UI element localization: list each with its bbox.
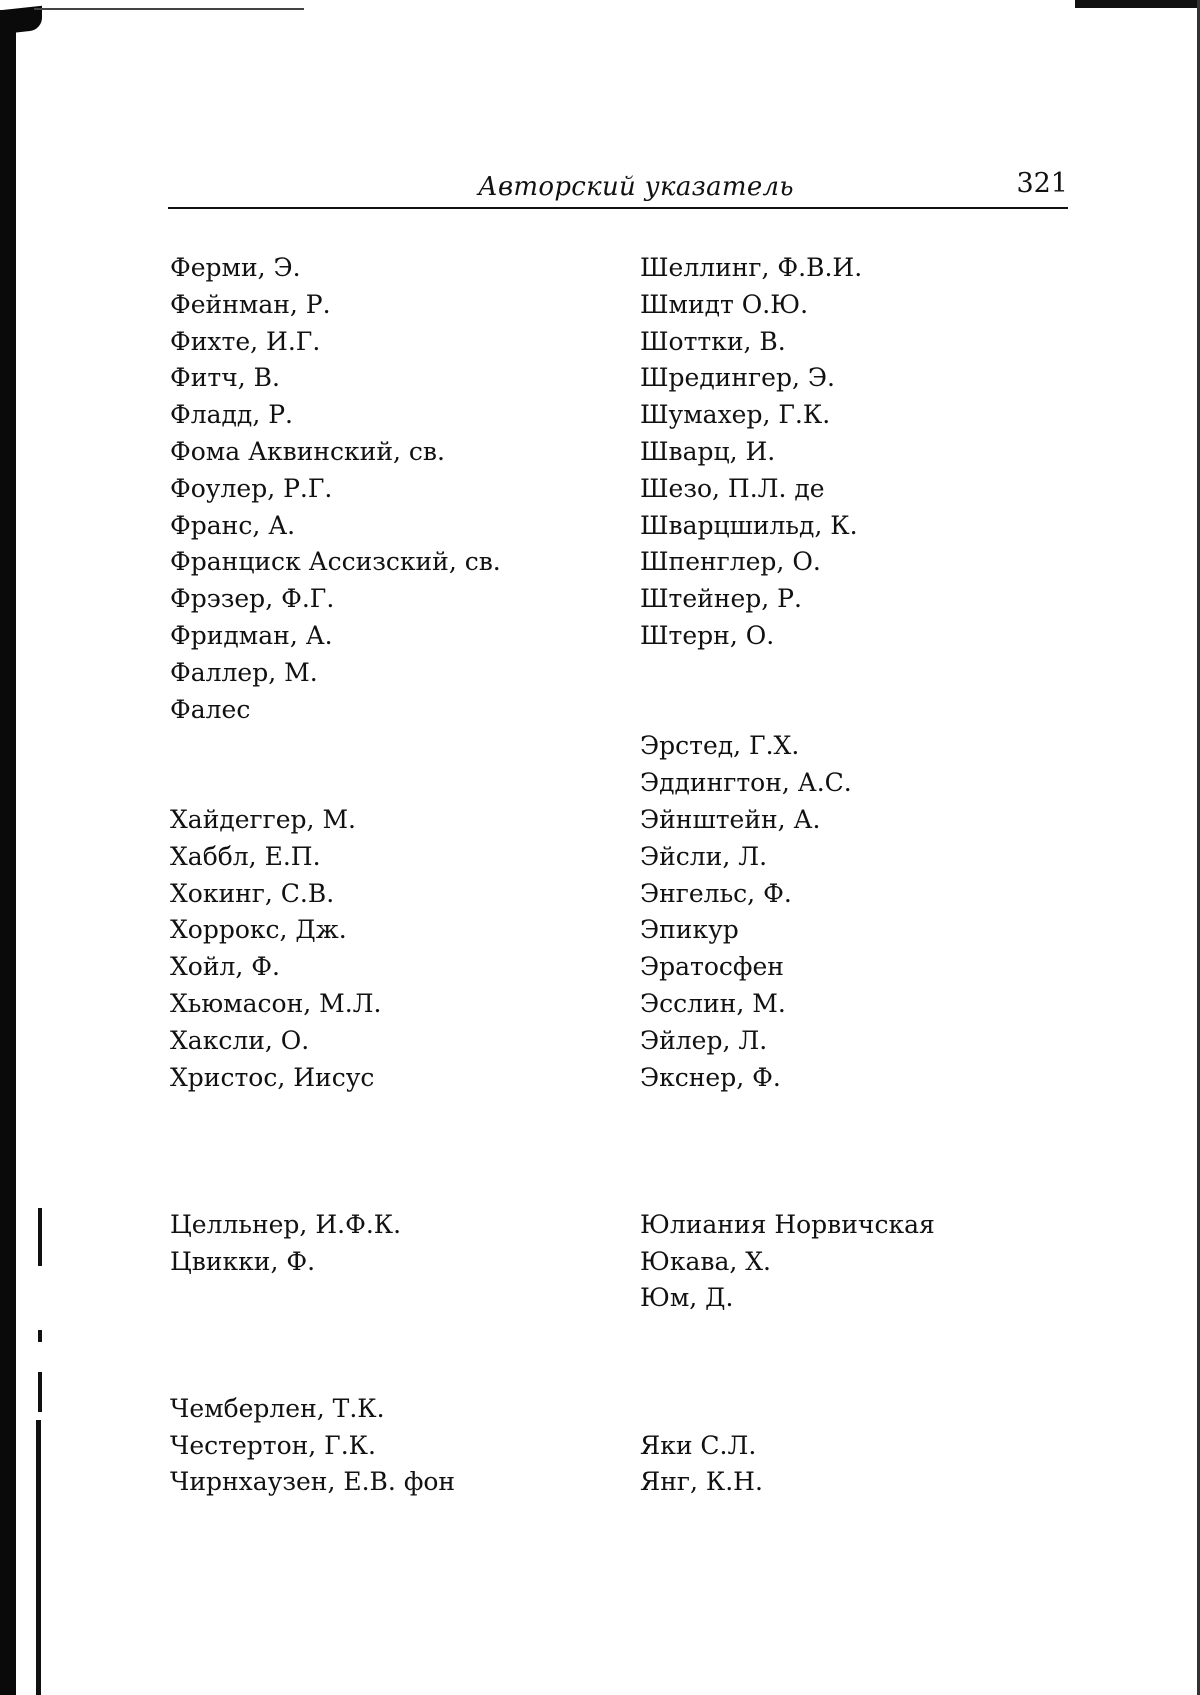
scan-top-right-artifact <box>1075 0 1200 8</box>
index-entry: Штерн, О. <box>640 620 775 650</box>
index-entry: Экснер, Ф. <box>640 1062 781 1092</box>
scan-left-edge-shadow <box>0 10 16 1695</box>
index-entry: Фейнман, Р. <box>170 289 331 319</box>
scan-corner-artifact <box>0 6 42 34</box>
scan-margin-mark <box>38 1330 42 1342</box>
index-entry: Шмидт О.Ю. <box>640 289 809 319</box>
header-rule <box>168 207 1068 209</box>
index-entry: Целльнер, И.Ф.К. <box>170 1209 402 1239</box>
index-entry: Фридман, А. <box>170 620 333 650</box>
scan-margin-mark <box>38 1372 42 1412</box>
index-gap <box>170 728 610 765</box>
scan-margin-mark <box>36 1420 41 1695</box>
index-entry: Юлиания Норвичская <box>640 1209 935 1239</box>
index-entry: Цвикки, Ф. <box>170 1246 316 1276</box>
running-head <box>168 168 1068 208</box>
scan-margin-mark <box>38 1208 42 1266</box>
index-entry: Фаллер, М. <box>170 657 318 687</box>
index-entry: Эпикур <box>640 915 739 945</box>
index-entry: Фихте, И.Г. <box>170 326 321 356</box>
index-gap <box>170 1133 610 1170</box>
index-entry: Шредингер, Э. <box>640 363 835 393</box>
index-entry: Ферми, Э. <box>170 253 301 282</box>
index-entry: Фрэзер, Ф.Г. <box>170 584 335 614</box>
index-column-left <box>170 250 610 1501</box>
index-gap <box>640 1391 1060 1428</box>
page-number: 321 <box>1016 168 1068 199</box>
index-entry: Хаксли, О. <box>170 1025 310 1055</box>
index-gap <box>640 1096 1060 1133</box>
index-gap <box>170 765 610 802</box>
index-entry: Фладд, Р. <box>170 400 293 430</box>
index-entry: Эрстед, Г.Х. <box>640 731 800 761</box>
index-entry: Шпенглер, О. <box>640 547 821 577</box>
index-entry: Шварцшильд, К. <box>640 510 858 540</box>
index-entry: Франс, А. <box>170 510 296 540</box>
scan-top-line <box>34 8 304 10</box>
index-entry: Хокинг, С.В. <box>170 878 335 908</box>
index-entry: Шезо, П.Л. де <box>640 473 825 503</box>
index-entry: Христос, Иисус <box>170 1062 375 1092</box>
index-entry: Хойл, Ф. <box>170 952 280 982</box>
index-entry: Эйсли, Л. <box>640 841 768 871</box>
index-column-right <box>640 250 1060 1501</box>
index-entry: Фалес <box>170 694 251 724</box>
index-gap <box>640 655 1060 692</box>
index-gap <box>640 1354 1060 1391</box>
index-gap <box>640 692 1060 729</box>
index-gap <box>170 1170 610 1207</box>
index-entry: Юм, Д. <box>640 1283 734 1313</box>
index-entry: Эратосфен <box>640 952 784 982</box>
index-entry: Хаббл, Е.П. <box>170 841 321 871</box>
index-gap <box>170 1354 610 1391</box>
index-entry: Эйлер, Л. <box>640 1025 768 1055</box>
index-entry: Юкава, Х. <box>640 1246 771 1276</box>
index-entry: Фома Аквинский, св. <box>170 436 445 466</box>
index-entry: Хайдеггер, М. <box>170 804 356 834</box>
index-entry: Фоулер, Р.Г. <box>170 473 333 503</box>
index-entry: Янг, К.Н. <box>640 1467 763 1497</box>
index-entry: Штейнер, Р. <box>640 584 802 614</box>
index-entry: Эсслин, М. <box>640 988 786 1018</box>
index-gap <box>170 1096 610 1133</box>
index-gap <box>170 1317 610 1354</box>
index-gap <box>170 1280 610 1317</box>
index-entry: Хоррокс, Дж. <box>170 915 347 945</box>
index-entry: Шоттки, В. <box>640 326 786 356</box>
index-entry: Шумахер, Г.К. <box>640 400 831 430</box>
index-entry: Эддингтон, А.С. <box>640 768 852 798</box>
index-entry: Франциск Ассизский, св. <box>170 547 501 577</box>
index-entry: Эйнштейн, А. <box>640 804 821 834</box>
running-title: Авторский указатель <box>478 172 794 202</box>
index-entry: Шеллинг, Ф.В.И. <box>640 253 863 282</box>
index-entry: Фитч, В. <box>170 363 280 393</box>
index-gap <box>640 1133 1060 1170</box>
index-entry: Шварц, И. <box>640 436 776 466</box>
index-entry: Яки С.Л. <box>640 1430 757 1460</box>
index-gap <box>640 1317 1060 1354</box>
index-entry: Энгельс, Ф. <box>640 878 792 908</box>
index-gap <box>640 1170 1060 1207</box>
index-entry: Честертон, Г.К. <box>170 1430 376 1460</box>
index-entry: Чемберлен, Т.К. <box>170 1393 385 1423</box>
index-entry: Чирнхаузен, Е.В. фон <box>170 1467 456 1497</box>
index-entry: Хьюмасон, М.Л. <box>170 988 382 1018</box>
